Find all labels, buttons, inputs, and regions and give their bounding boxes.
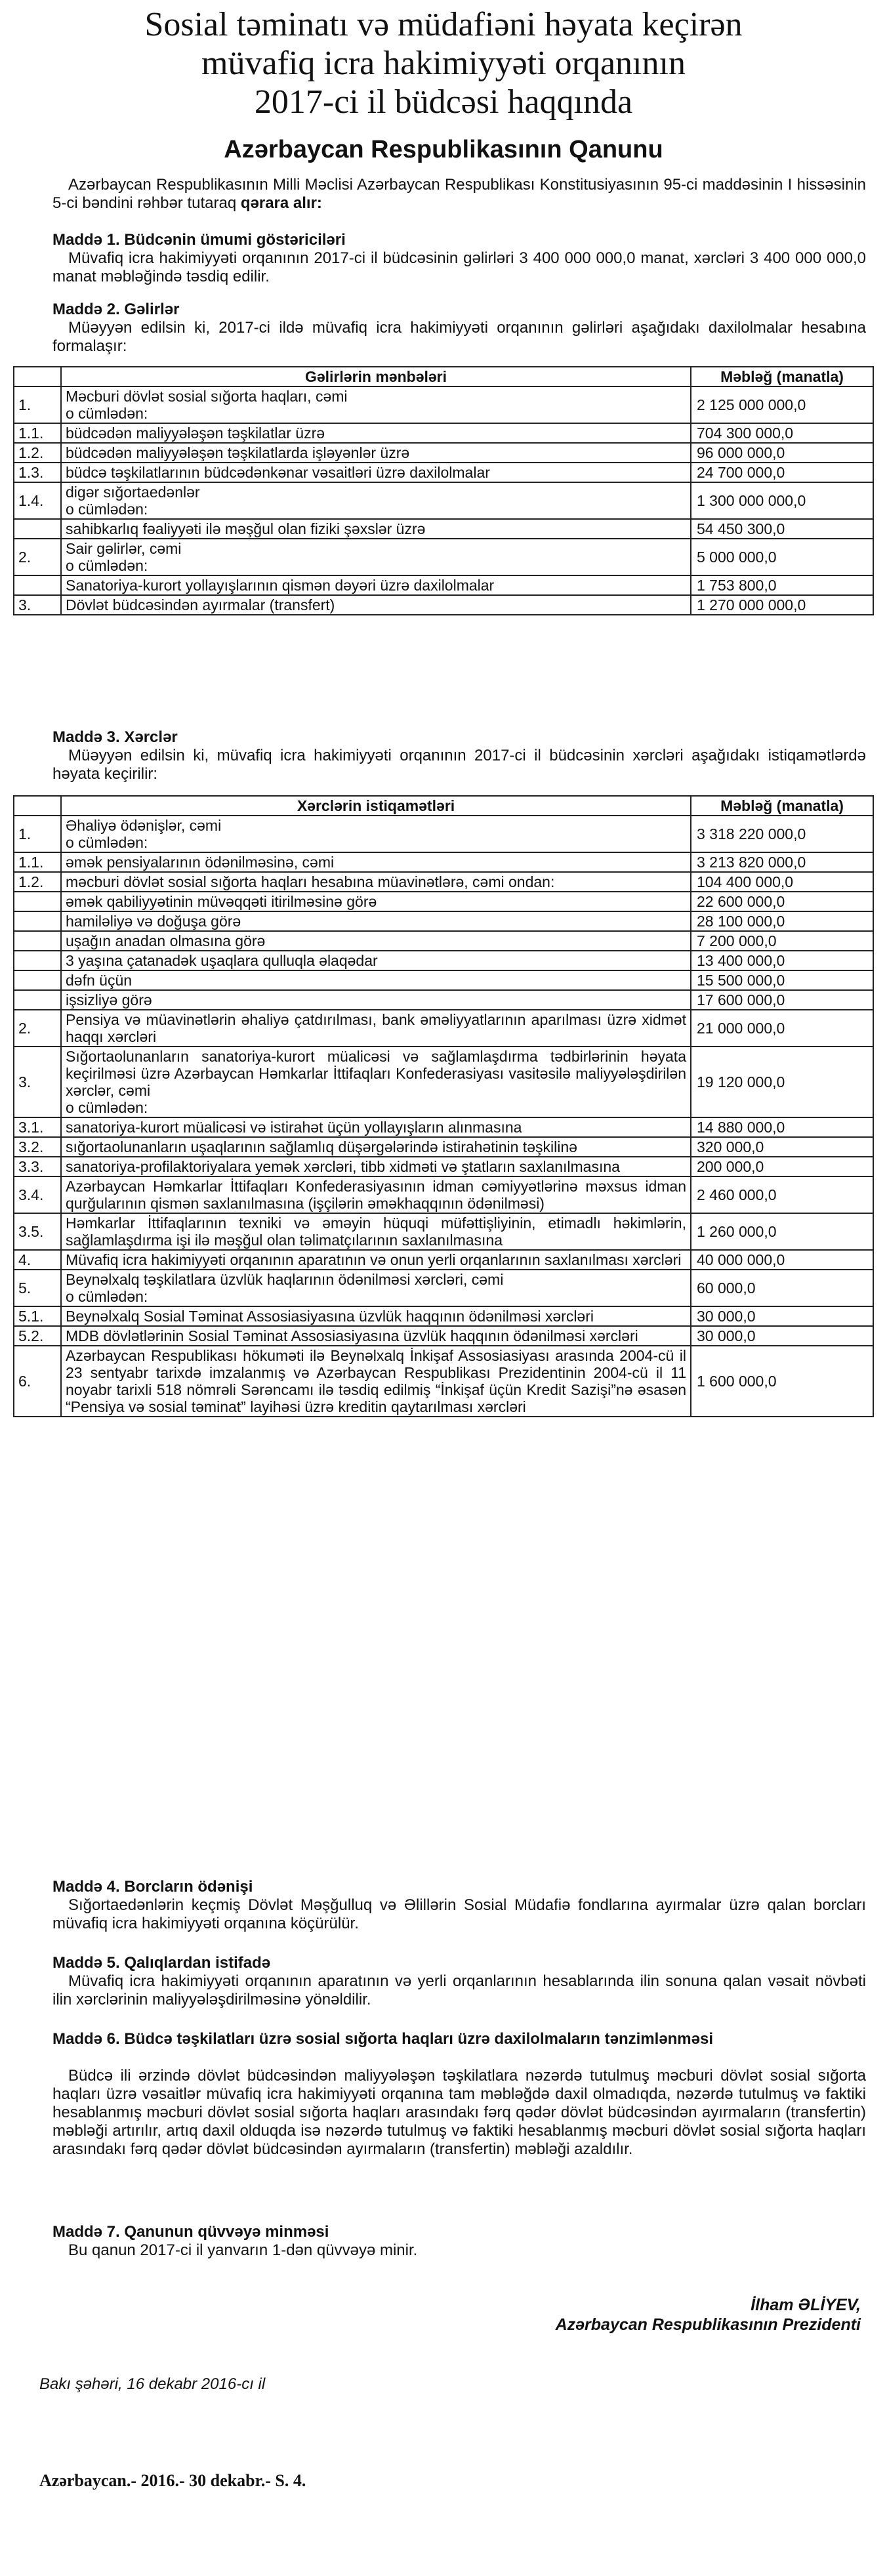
expense-cell-desc: sanatoriya-profilaktoriyalara yemək xərcləri, tibb xidməti və ştatların saxlanılmasına xyxy=(61,1157,691,1176)
expense-cell-num: 4. xyxy=(14,1250,61,1270)
expense-row xyxy=(14,951,873,970)
expense-row xyxy=(14,1157,873,1176)
expense-row xyxy=(14,816,873,852)
expense-cell-desc: Beynəlxalq Sosial Təminat Assosiasiyasına üzvlük haqqının ödənilməsi xərcləri xyxy=(61,1306,691,1326)
expense-row xyxy=(14,1047,873,1117)
expense-cell-desc: Pensiya və müavinətlərin əhaliyə çatdırılması, bank əməliyyatlarının aparılması üzrə xidmət haqqı xərcləri xyxy=(61,1010,691,1047)
expense-cell-num xyxy=(14,911,61,931)
expense-cell-amount: 1 600 000,0 xyxy=(691,1346,873,1417)
expense-cell-amount: 104 400 000,0 xyxy=(691,872,873,892)
income-table-header xyxy=(14,367,873,386)
expense-row xyxy=(14,1213,873,1250)
expense-cell-amount: 1 260 000,0 xyxy=(691,1213,873,1250)
expense-cell-desc: sanatoriya-kurort müalicəsi və istirahət üçün yollayışların alınmasına xyxy=(61,1117,691,1137)
income-cell-desc: büdcədən maliyyələşən təşkilatlarda işləyənlər üzrə xyxy=(61,443,691,463)
expense-cell-num xyxy=(14,931,61,951)
expense-cell-num: 5.2. xyxy=(14,1326,61,1346)
article-4-text: Sığortaedənlərin keçmiş Dövlət Məşğulluq və Əlillərin Sosial Müdafiə fondlarına ayırmalar üzrə qalan borcları müvafiq icra hakimiyyəti orqanına köçürülür. xyxy=(52,1896,866,1932)
expense-cell-desc: əmək pensiyalarının ödənilməsinə, cəmi xyxy=(61,852,691,872)
expense-row xyxy=(14,1326,873,1346)
expense-cell-amount: 22 600 000,0 xyxy=(691,892,873,911)
income-cell-amount: 96 000 000,0 xyxy=(691,443,873,463)
expense-cell-num: 5. xyxy=(14,1270,61,1306)
expense-cell-amount: 14 880 000,0 xyxy=(691,1117,873,1137)
income-cell-desc: büdcə təşkilatlarının büdcədənkənar vəsaitləri üzrə daxilolmalar xyxy=(61,463,691,482)
expense-cell-desc: uşağın anadan olmasına görə xyxy=(61,931,691,951)
expense-row xyxy=(14,970,873,990)
expense-cell-num: 2. xyxy=(14,1010,61,1047)
source-citation: Azərbaycan.- 2016.- 30 dekabr.- S. 4. xyxy=(39,2471,306,2490)
article-3-heading: Maddə 3. Xərclər xyxy=(52,728,178,746)
expense-row xyxy=(14,1117,873,1137)
income-table-body xyxy=(14,386,873,615)
title-line-3: 2017-ci il büdcəsi haqqında xyxy=(254,83,633,121)
income-cell-num: 1.1. xyxy=(14,423,61,443)
title-line-2: müvafiq icra hakimiyyəti orqanının xyxy=(201,45,686,82)
expense-cell-desc: Beynəlxalq təşkilatlara üzvlük haqlarının ödənilməsi xərcləri, cəmi o cümlədən: xyxy=(61,1270,691,1306)
expense-header-direction: Xərclərin istiqamətləri xyxy=(61,796,691,816)
income-cell-desc: sahibkarlıq fəaliyyəti ilə məşğul olan fiziki şəxslər üzrə xyxy=(61,519,691,539)
expense-cell-desc: sığortaolunanların uşaqlarının sağlamlıq düşərgələrində istirahətinin təşkilinə xyxy=(61,1137,691,1157)
income-cell-amount: 1 300 000 000,0 xyxy=(691,482,873,519)
expense-cell-desc: əmək qabiliyyətinin müvəqqəti itirilməsinə görə xyxy=(61,892,691,911)
income-row xyxy=(14,595,873,615)
expense-cell-num xyxy=(14,892,61,911)
income-header-amount: Məbləğ (manatla) xyxy=(691,367,873,386)
income-cell-num: 1. xyxy=(14,386,61,423)
expense-cell-amount: 320 000,0 xyxy=(691,1137,873,1157)
article-6-text: Büdcə ili ərzində dövlət büdcəsindən maliyyələşən təşkilatlara nəzərdə tutulmuş məcburi dövlət sosial sığorta haqları üzrə vəsaitlər müvafiq icra hakimiyyəti orqanına tam məbləğdə daxil olmadıqda, nəzərdə tutulmuş və faktiki hesablanmış məcburi dövlət sosial sığorta haqları arasındakı fərq qədər dövlət büdcəsindən ayırmaların (transfertin) məbləği artırılır, artıq daxil olduqda isə nəzərdə tutulmuş və faktiki hesablanmış məcburi dövlət sosial sığorta haqları arasındakı fərq qədər dövlət büdcəsindən ayırmaların (transfertin) məbləği azaldılır. xyxy=(52,2067,866,2158)
income-cell-desc: Sanatoriya-kurort yollayışlarının qismən dəyəri üzrə daxilolmalar xyxy=(61,575,691,595)
signatory-position: Azərbaycan Respublikasının Prezidenti xyxy=(555,2316,861,2334)
expense-cell-desc: Azərbaycan Respublikası hökuməti ilə Beynəlxalq İnkişaf Assosiasiyası arasında 2004-cü il 23 sentyabr tarixdə imzalanmış və Azərbaycan Respublikası Prezidentinin 2004-cü il 11 noyabr tarixli 518 nömrəli Sərəncamı ilə təsdiq edilmiş “İnkişaf üçün Kredit Sazişi”nə əsasən “Pensiya və sosial təminat” layihəsi üzrə kreditin qaytarılması xərcləri xyxy=(61,1346,691,1417)
article-4-heading: Maddə 4. Borcların ödənişi xyxy=(52,1878,253,1896)
expense-header-num xyxy=(14,796,61,816)
expense-row xyxy=(14,852,873,872)
expense-cell-amount: 28 100 000,0 xyxy=(691,911,873,931)
expense-cell-num xyxy=(14,990,61,1010)
expense-cell-amount: 3 213 820 000,0 xyxy=(691,852,873,872)
article-7-text: Bu qanun 2017-ci il yanvarın 1-dən qüvvəyə minir. xyxy=(68,2241,418,2259)
income-cell-num: 1.3. xyxy=(14,463,61,482)
article-1-text: Müvafiq icra hakimiyyəti orqanının 2017-ci il büdcəsinin gəlirləri 3 400 000 000,0 manat, xərcləri 3 400 000 000,0 manat məbləğində təsdiq edilir. xyxy=(52,249,866,285)
expense-row xyxy=(14,931,873,951)
expense-cell-amount: 17 600 000,0 xyxy=(691,990,873,1010)
expense-cell-num: 5.1. xyxy=(14,1306,61,1326)
income-row xyxy=(14,539,873,575)
article-1-heading: Maddə 1. Büdcənin ümumi göstəriciləri xyxy=(52,231,346,249)
expense-cell-desc: Həmkarlar İttifaqlarının texniki və əməyin hüquqi müfəttişliyinin, etimadlı həkimlərin, sağlamlaşdırma işi ilə məşğul olan təlimatçılarının saxlanılmasına xyxy=(61,1213,691,1250)
place-date: Bakı şəhəri, 16 dekabr 2016-cı il xyxy=(39,2375,266,2393)
income-cell-amount: 1 270 000 000,0 xyxy=(691,595,873,615)
expense-cell-num: 3.1. xyxy=(14,1117,61,1137)
expense-cell-desc: Əhaliyə ödənişlər, cəmi o cümlədən: xyxy=(61,816,691,852)
expense-cell-amount: 3 318 220 000,0 xyxy=(691,816,873,852)
expense-cell-desc: dəfn üçün xyxy=(61,970,691,990)
expense-row xyxy=(14,1250,873,1270)
expense-cell-amount: 13 400 000,0 xyxy=(691,951,873,970)
expense-cell-amount: 19 120 000,0 xyxy=(691,1047,873,1117)
income-cell-amount: 5 000 000,0 xyxy=(691,539,873,575)
article-5-text: Müvafiq icra hakimiyyəti orqanının aparatının və yerli orqanlarının hesablarında ilin sonuna qalan vəsait növbəti ilin xərclərinin maliyyələşdirilməsinə yönəldilir. xyxy=(52,1972,866,2008)
preamble-decision: qərara alır: xyxy=(240,194,322,212)
expense-cell-amount: 2 460 000,0 xyxy=(691,1176,873,1213)
expense-cell-desc: Azərbaycan Həmkarlar İttifaqları Konfederasiyasının idman cəmiyyətlərinə məxsus idman qurğularının qismən saxlanılmasına (işçilərin əməkhaqqının ödənilməsi) xyxy=(61,1176,691,1213)
income-row xyxy=(14,519,873,539)
income-cell-num: 1.2. xyxy=(14,443,61,463)
expense-cell-num: 1.2. xyxy=(14,872,61,892)
expense-cell-desc: məcburi dövlət sosial sığorta haqları hesabına müavinətlərə, cəmi ondan: xyxy=(61,872,691,892)
expense-row xyxy=(14,872,873,892)
article-5-heading: Maddə 5. Qalıqlardan istifadə xyxy=(52,1954,271,1972)
expense-cell-amount: 7 200 000,0 xyxy=(691,931,873,951)
income-cell-num: 1.4. xyxy=(14,482,61,519)
income-cell-amount: 1 753 800,0 xyxy=(691,575,873,595)
income-row xyxy=(14,575,873,595)
article-7-heading: Maddə 7. Qanunun qüvvəyə minməsi xyxy=(52,2223,329,2241)
preamble xyxy=(52,176,866,213)
expense-cell-num: 3. xyxy=(14,1047,61,1117)
expense-cell-desc: Müvafiq icra hakimiyyəti orqanının aparatının və onun yerli orqanlarının saxlanılması xərcləri xyxy=(61,1250,691,1270)
income-row xyxy=(14,423,873,443)
expense-cell-desc: 3 yaşına çatanadək uşaqlara qulluqla əlaqədar xyxy=(61,951,691,970)
expense-cell-num: 1.1. xyxy=(14,852,61,872)
income-row xyxy=(14,386,873,423)
expense-row xyxy=(14,1346,873,1417)
expense-cell-desc: Sığortaolunanların sanatoriya-kurort müalicəsi və sağlamlaşdırma tədbirlərinin həyata keçirilməsi üzrə Azərbaycan Həmkarlar İttifaqları Konfederasiyası vasitəsilə maliyyələşdirilən xərclər, cəmi o cümlədən: xyxy=(61,1047,691,1117)
income-table xyxy=(13,366,874,615)
expense-table xyxy=(13,795,874,1417)
income-cell-amount: 704 300 000,0 xyxy=(691,423,873,443)
income-cell-desc: büdcədən maliyyələşən təşkilatlar üzrə xyxy=(61,423,691,443)
expense-cell-desc: MDB dövlətlərinin Sosial Təminat Assosiasiyasına üzvlük haqqının ödənilməsi xərcləri xyxy=(61,1326,691,1346)
income-cell-desc: Məcburi dövlət sosial sığorta haqları, cəmi o cümlədən: xyxy=(61,386,691,423)
expense-cell-num: 3.3. xyxy=(14,1157,61,1176)
expense-header-amount: Məbləğ (manatla) xyxy=(691,796,873,816)
expense-cell-desc: hamiləliyə və doğuşa görə xyxy=(61,911,691,931)
article-2-text: Müəyyən edilsin ki, 2017-ci ildə müvafiq icra hakimiyyəti orqanının gəlirləri aşağıdakı daxilolmalar hesabına formalaşır: xyxy=(52,319,866,355)
expense-cell-num: 6. xyxy=(14,1346,61,1417)
expense-cell-num: 1. xyxy=(14,816,61,852)
expense-row xyxy=(14,1306,873,1326)
expense-cell-amount: 40 000 000,0 xyxy=(691,1250,873,1270)
income-cell-num xyxy=(14,519,61,539)
income-row xyxy=(14,463,873,482)
expense-cell-num: 3.4. xyxy=(14,1176,61,1213)
expense-cell-desc: işsizliyə görə xyxy=(61,990,691,1010)
expense-table-body xyxy=(14,816,873,1417)
expense-row xyxy=(14,1137,873,1157)
article-6-heading: Maddə 6. Büdcə təşkilatları üzrə sosial sığorta haqları üzrə daxilolmaların tənzimlənməsi xyxy=(52,2030,714,2048)
expense-row xyxy=(14,892,873,911)
income-cell-amount: 54 450 300,0 xyxy=(691,519,873,539)
income-header-num xyxy=(14,367,61,386)
article-3-text: Müəyyən edilsin ki, müvafiq icra hakimiyyəti orqanının 2017-ci il büdcəsinin xərcləri aşağıdakı istiqamətlərdə həyata keçirilir: xyxy=(52,747,866,783)
income-cell-amount: 2 125 000 000,0 xyxy=(691,386,873,423)
expense-row xyxy=(14,911,873,931)
income-cell-amount: 24 700 000,0 xyxy=(691,463,873,482)
expense-cell-num xyxy=(14,970,61,990)
income-cell-desc: digər sığortaedənlər o cümlədən: xyxy=(61,482,691,519)
expense-cell-amount: 60 000,0 xyxy=(691,1270,873,1306)
income-header-source: Gəlirlərin mənbələri xyxy=(61,367,691,386)
expense-table-header xyxy=(14,796,873,816)
income-cell-desc: Sair gəlirlər, cəmi o cümlədən: xyxy=(61,539,691,575)
expense-row xyxy=(14,1176,873,1213)
income-row xyxy=(14,482,873,519)
signature-block xyxy=(336,2295,861,2335)
expense-row xyxy=(14,990,873,1010)
title-line-1: Sosial təminatı və müdafiəni həyata keçirən xyxy=(144,6,743,43)
income-row xyxy=(14,443,873,463)
income-cell-desc: Dövlət büdcəsindən ayırmalar (transfert) xyxy=(61,595,691,615)
law-subtitle: Azərbaycan Respublikasının Qanunu xyxy=(224,136,663,163)
expense-cell-amount: 15 500 000,0 xyxy=(691,970,873,990)
income-cell-num xyxy=(14,575,61,595)
income-cell-num: 2. xyxy=(14,539,61,575)
expense-cell-num: 3.5. xyxy=(14,1213,61,1250)
income-cell-num: 3. xyxy=(14,595,61,615)
expense-row xyxy=(14,1270,873,1306)
expense-cell-amount: 30 000,0 xyxy=(691,1306,873,1326)
expense-row xyxy=(14,1010,873,1047)
expense-cell-amount: 21 000 000,0 xyxy=(691,1010,873,1047)
article-2-heading: Maddə 2. Gəlirlər xyxy=(52,301,180,318)
expense-cell-num: 3.2. xyxy=(14,1137,61,1157)
expense-cell-amount: 30 000,0 xyxy=(691,1326,873,1346)
document-title xyxy=(39,5,848,121)
preamble-text: Azərbaycan Respublikasının Milli Məclisi Azərbaycan Respublikası Konstitusiyasının 95-ci maddəsinin I hissəsinin 5-ci bəndini rəhbər tutaraq xyxy=(52,176,866,212)
signatory-name: İlham ƏLİYEV, xyxy=(751,2296,861,2314)
expense-cell-amount: 200 000,0 xyxy=(691,1157,873,1176)
expense-cell-num xyxy=(14,951,61,970)
